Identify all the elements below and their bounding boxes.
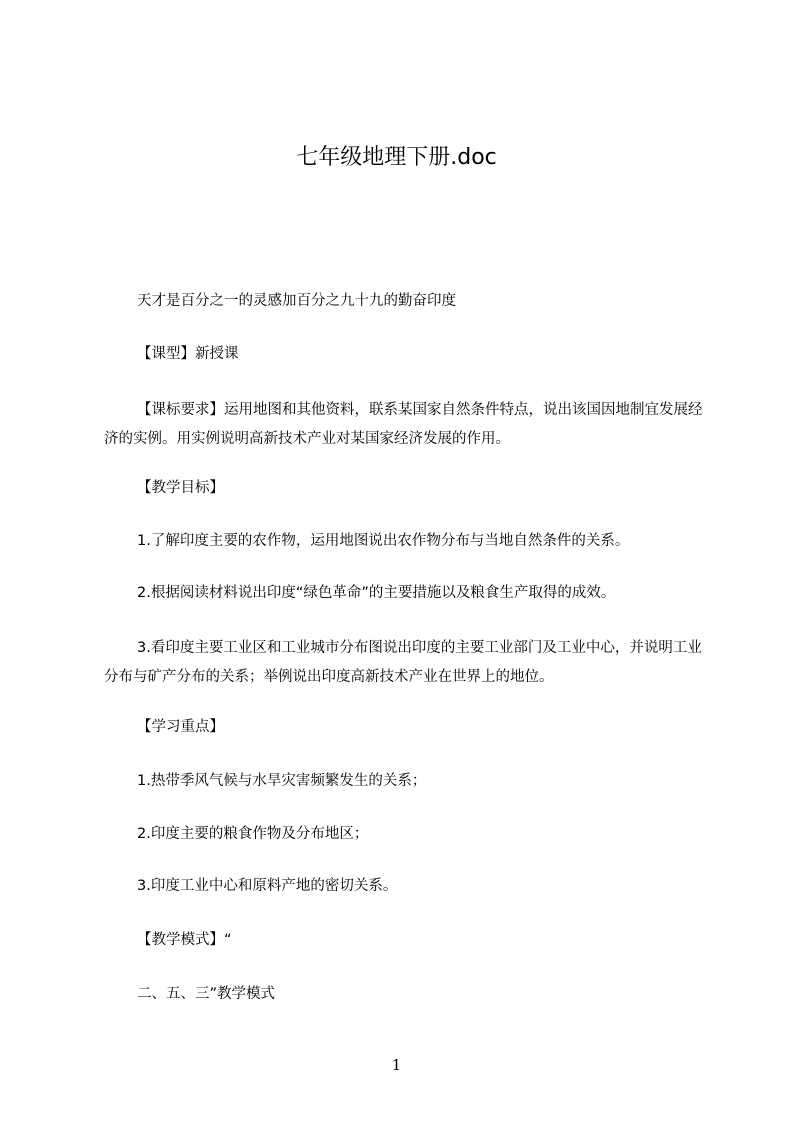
paragraph-objective-1: 1.了解印度主要的农作物，运用地图说出农作物分布与当地自然条件的关系。 bbox=[137, 533, 630, 549]
paragraph-key-point-1: 1.热带季风气候与水旱灾害频繁发生的关系； bbox=[137, 773, 427, 789]
paragraph-objective-2: 2.根据阅读材料说出印度“绿色革命”的主要措施以及粮食生产取得的成效。 bbox=[137, 585, 616, 601]
paragraph-objective-3: 3.看印度主要工业区和工业城市分布图说出印度的主要工业部门及工业中心，并说明工业分布与矿产分布的关系；举例说出印度高新技术产业在世界上的地位。 bbox=[104, 640, 702, 685]
page-number: 1 bbox=[391, 1056, 402, 1074]
paragraph-key-point-2: 2.印度主要的粮食作物及分布地区； bbox=[137, 826, 369, 842]
paragraph-key-points-heading: 【学习重点】 bbox=[137, 719, 224, 735]
paragraph-teaching-objectives-heading: 【教学目标】 bbox=[137, 480, 224, 496]
paragraph-key-point-3: 3.印度工业中心和原料产地的密切关系。 bbox=[137, 878, 398, 894]
paragraph-lesson-type: 【课型】新授课 bbox=[137, 346, 239, 362]
paragraph-teaching-mode: 二、五、三”教学模式 bbox=[137, 986, 276, 1002]
paragraph-teaching-mode-heading: 【教学模式】“ bbox=[137, 932, 232, 948]
document-title: 七年级地理下册.doc bbox=[296, 145, 497, 170]
paragraph-curriculum-requirements: 【课标要求】运用地图和其他资料，联系某国家自然条件特点，说出该国因地制宜发展经济的实例。用实例说明高新技术产业对某国家经济发展的作用。 bbox=[104, 402, 703, 447]
paragraph-quote: 天才是百分之一的灵感加百分之九十九的勤奋印度 bbox=[137, 293, 456, 309]
